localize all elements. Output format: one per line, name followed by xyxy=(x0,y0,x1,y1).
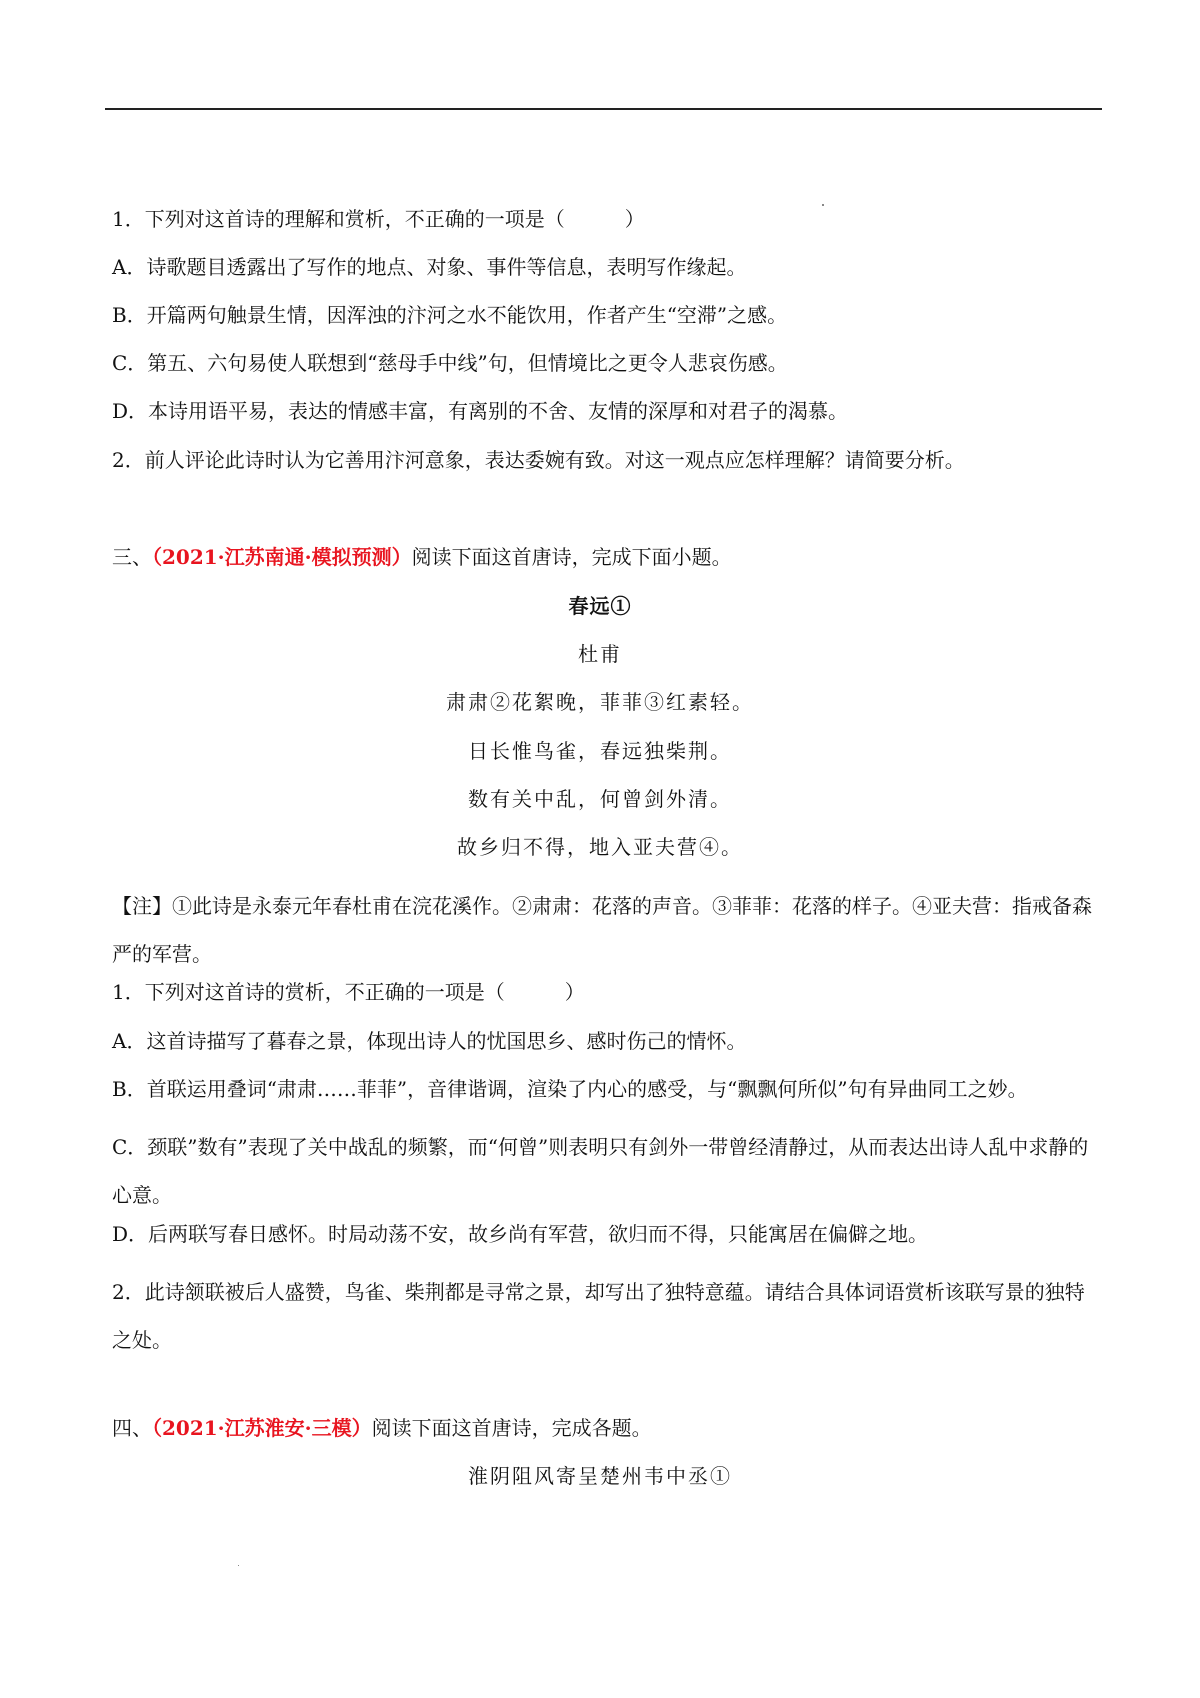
s3-note: 【注】①此诗是永泰元年春杜甫在浣花溪作。②肃肃：花落的声音。③菲菲：花落的样子。④亚夫营：指戒备森严的军营。 xyxy=(112,894,1092,966)
s2-question-1: 1．下列对这首诗的理解和赏析，不正确的一项是（ ） xyxy=(112,207,645,231)
s2-question-2: 2．前人评论此诗时认为它善用汴河意象，表达委婉有致。对这一观点应怎样理解？请简要分析。 xyxy=(112,448,965,472)
s3-option-a: A．这首诗描写了暮春之景，体现出诗人的忧国思乡、感时伤己的情怀。 xyxy=(112,1029,747,1053)
s3-question-1: 1．下列对这首诗的赏析，不正确的一项是（ ） xyxy=(112,980,585,1004)
scan-speck xyxy=(238,1565,239,1566)
s2-option-a: A．诗歌题目透露出了写作的地点、对象、事件等信息，表明写作缘起。 xyxy=(112,255,747,279)
s4-source: （2021·江苏淮安·三模） xyxy=(152,1416,372,1440)
header-rule xyxy=(105,108,1102,110)
scan-speck xyxy=(822,204,824,206)
s4-heading xyxy=(112,1414,652,1442)
s3-poem-author: 杜甫 xyxy=(578,642,622,666)
s3-option-b: B．首联运用叠词“肃肃……菲菲”，音律谐调，渲染了内心的感受，与“飘飘何所似”句有异曲同工之妙。 xyxy=(112,1077,1028,1101)
s3-poem-title: 春远① xyxy=(568,594,632,618)
s3-prefix: 三、 xyxy=(112,545,152,569)
s2-option-c: C．第五、六句易使人联想到“慈母手中线”句，但情境比之更令人悲哀伤感。 xyxy=(112,351,788,375)
s4-prefix: 四、 xyxy=(112,1416,152,1440)
s3-poem-line-3: 数有关中乱，何曾剑外清。 xyxy=(468,787,732,811)
s3-source: （2021·江苏南通·模拟预测） xyxy=(152,545,412,569)
s3-heading xyxy=(112,543,732,571)
s3-option-d: D．后两联写春日感怀。时局动荡不安，故乡尚有军营，欲归而不得，只能寓居在偏僻之地。 xyxy=(112,1222,929,1246)
s2-option-d: D．本诗用语平易，表达的情感丰富，有离别的不舍、友情的深厚和对君子的渴慕。 xyxy=(112,399,849,423)
s3-poem-line-1: 肃肃②花絮晚，菲菲③红素轻。 xyxy=(446,690,754,714)
s3-poem-line-2: 日长惟鸟雀，春远独柴荆。 xyxy=(468,739,732,763)
s3-question-2: 2．此诗颔联被后人盛赞，鸟雀、柴荆都是寻常之景，却写出了独特意蕴。请结合具体词语赏析该联写景的独特之处。 xyxy=(112,1280,1085,1352)
s4-instruction: 阅读下面这首唐诗，完成各题。 xyxy=(371,1416,652,1440)
s3-option-c: C．颈联”数有”表现了关中战乱的频繁，而“何曾”则表明只有剑外一带曾经清静过，从而表达出诗人乱中求静的心意。 xyxy=(112,1135,1089,1207)
s2-option-b: B．开篇两句触景生情，因浑浊的汴河之水不能饮用，作者产生“空滞”之感。 xyxy=(112,303,788,327)
s4-poem-title: 淮阴阻风寄呈楚州韦中丞① xyxy=(468,1464,732,1488)
s3-instruction: 阅读下面这首唐诗，完成下面小题。 xyxy=(411,545,732,569)
s3-poem-line-4: 故乡归不得，地入亚夫营④。 xyxy=(457,835,743,859)
